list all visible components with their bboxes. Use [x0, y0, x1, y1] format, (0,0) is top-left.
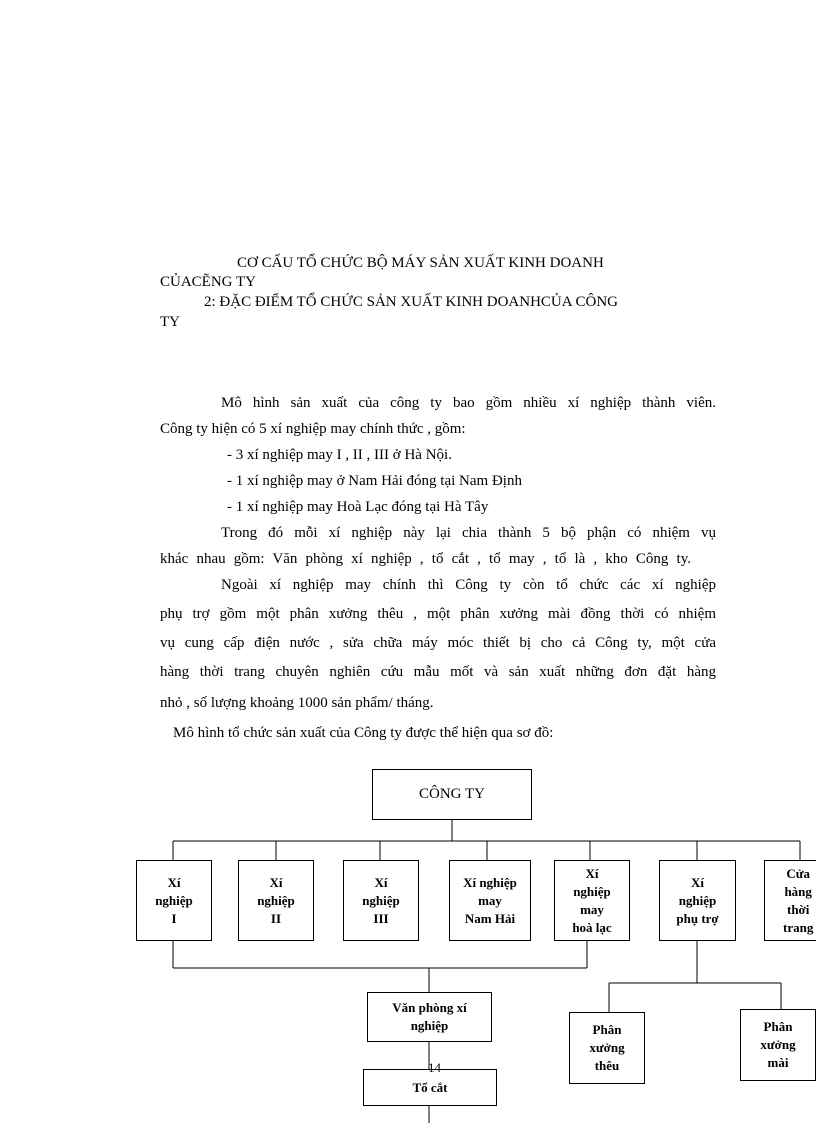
- paragraph-3-line-4: hàng thời trang chuyên nghiên cứu mẫu mốt và sản xuất những đơn đặt hàng: [160, 664, 716, 680]
- unit-label-3: Xí nghiệp III: [362, 874, 400, 926]
- cutting-label: Tổ cắt: [412, 1079, 448, 1095]
- unit-box-4: [449, 860, 531, 941]
- heading-line-4: TY: [160, 314, 180, 330]
- bullet-3: - 1 xí nghiệp may Hoà Lạc đóng tại Hà Tây: [227, 499, 489, 515]
- heading-line-1: CƠ CẤU TỔ CHỨC BỘ MÁY SẢN XUẤT KINH DOANH: [237, 255, 604, 271]
- bullet-2: - 1 xí nghiệp may ở Nam Hải đóng tại Nam Định: [227, 473, 522, 489]
- paragraph-2-line-1: Trong đó mỗi xí nghiệp này lại chia thành 5 bộ phận có nhiệm vụ: [221, 525, 716, 541]
- unit-box-3: [343, 860, 419, 941]
- unit-label-7: Cửa hàng thời trang: [783, 865, 814, 935]
- paragraph-3-line-2: phụ trợ gồm một phân xưởng thêu , một phân xưởng mài đồng thời có nhiệm: [160, 606, 716, 622]
- paragraph-3-line-1: Ngoài xí nghiệp may chính thì Công ty còn tổ chức các xí nghiệp: [221, 577, 716, 593]
- embroidery-label: Phân xưởng thêu: [589, 1022, 625, 1073]
- unit-label-4: Xí nghiệp may Nam Hải: [463, 874, 517, 926]
- unit-box-6: [659, 860, 736, 941]
- grinding-box: [740, 1009, 816, 1081]
- paragraph-1-line-1: Mô hình sản xuất của công ty bao gồm nhiều xí nghiệp thành viên.: [221, 395, 716, 411]
- heading-line-3: 2: ĐẶC ĐIỂM TỔ CHỨC SẢN XUẤT KINH DOANHCỦA CÔNG: [204, 294, 619, 310]
- company-label: CÔNG TY: [419, 786, 485, 802]
- unit-label-5: Xí nghiệp may hoà lạc: [572, 865, 612, 935]
- unit-label-2: Xí nghiệp II: [257, 874, 295, 926]
- paragraph-3-line-5: nhỏ , số lượng khoảng 1000 sản phẩm/ tháng.: [160, 695, 434, 711]
- office-label: Văn phòng xí nghiệp: [392, 1000, 467, 1033]
- company-box: [372, 769, 532, 820]
- bullet-1: - 3 xí nghiệp may I , II , III ở Hà Nội.: [227, 447, 452, 463]
- unit-box-1: [136, 860, 212, 941]
- unit-label-1: Xí nghiệp I: [155, 874, 193, 926]
- unit-box-5: [554, 860, 630, 941]
- unit-box-2: [238, 860, 314, 941]
- heading-line-2: CỦACẼNG TY: [160, 274, 256, 290]
- unit-label-6: Xí nghiệp phụ trợ: [676, 874, 719, 926]
- paragraph-2-line-2: khác nhau gồm: Văn phòng xí nghiệp , tổ cắt , tổ may , tổ là , kho Công ty.: [160, 551, 691, 567]
- unit-box-7: [764, 860, 816, 941]
- embroidery-box: [569, 1012, 645, 1084]
- paragraph-1-line-2: Công ty hiện có 5 xí nghiệp may chính thức , gồm:: [160, 421, 466, 437]
- grinding-label: Phân xưởng mài: [760, 1019, 796, 1070]
- paragraph-3-line-3: vụ cung cấp điện nước , sửa chữa máy móc thiết bị cho cả Công ty, một cửa: [160, 635, 716, 651]
- paragraph-4: Mô hình tổ chức sản xuất của Công ty được thể hiện qua sơ đồ:: [173, 725, 554, 741]
- office-box: [367, 992, 492, 1042]
- page-number: 14: [428, 1060, 441, 1075]
